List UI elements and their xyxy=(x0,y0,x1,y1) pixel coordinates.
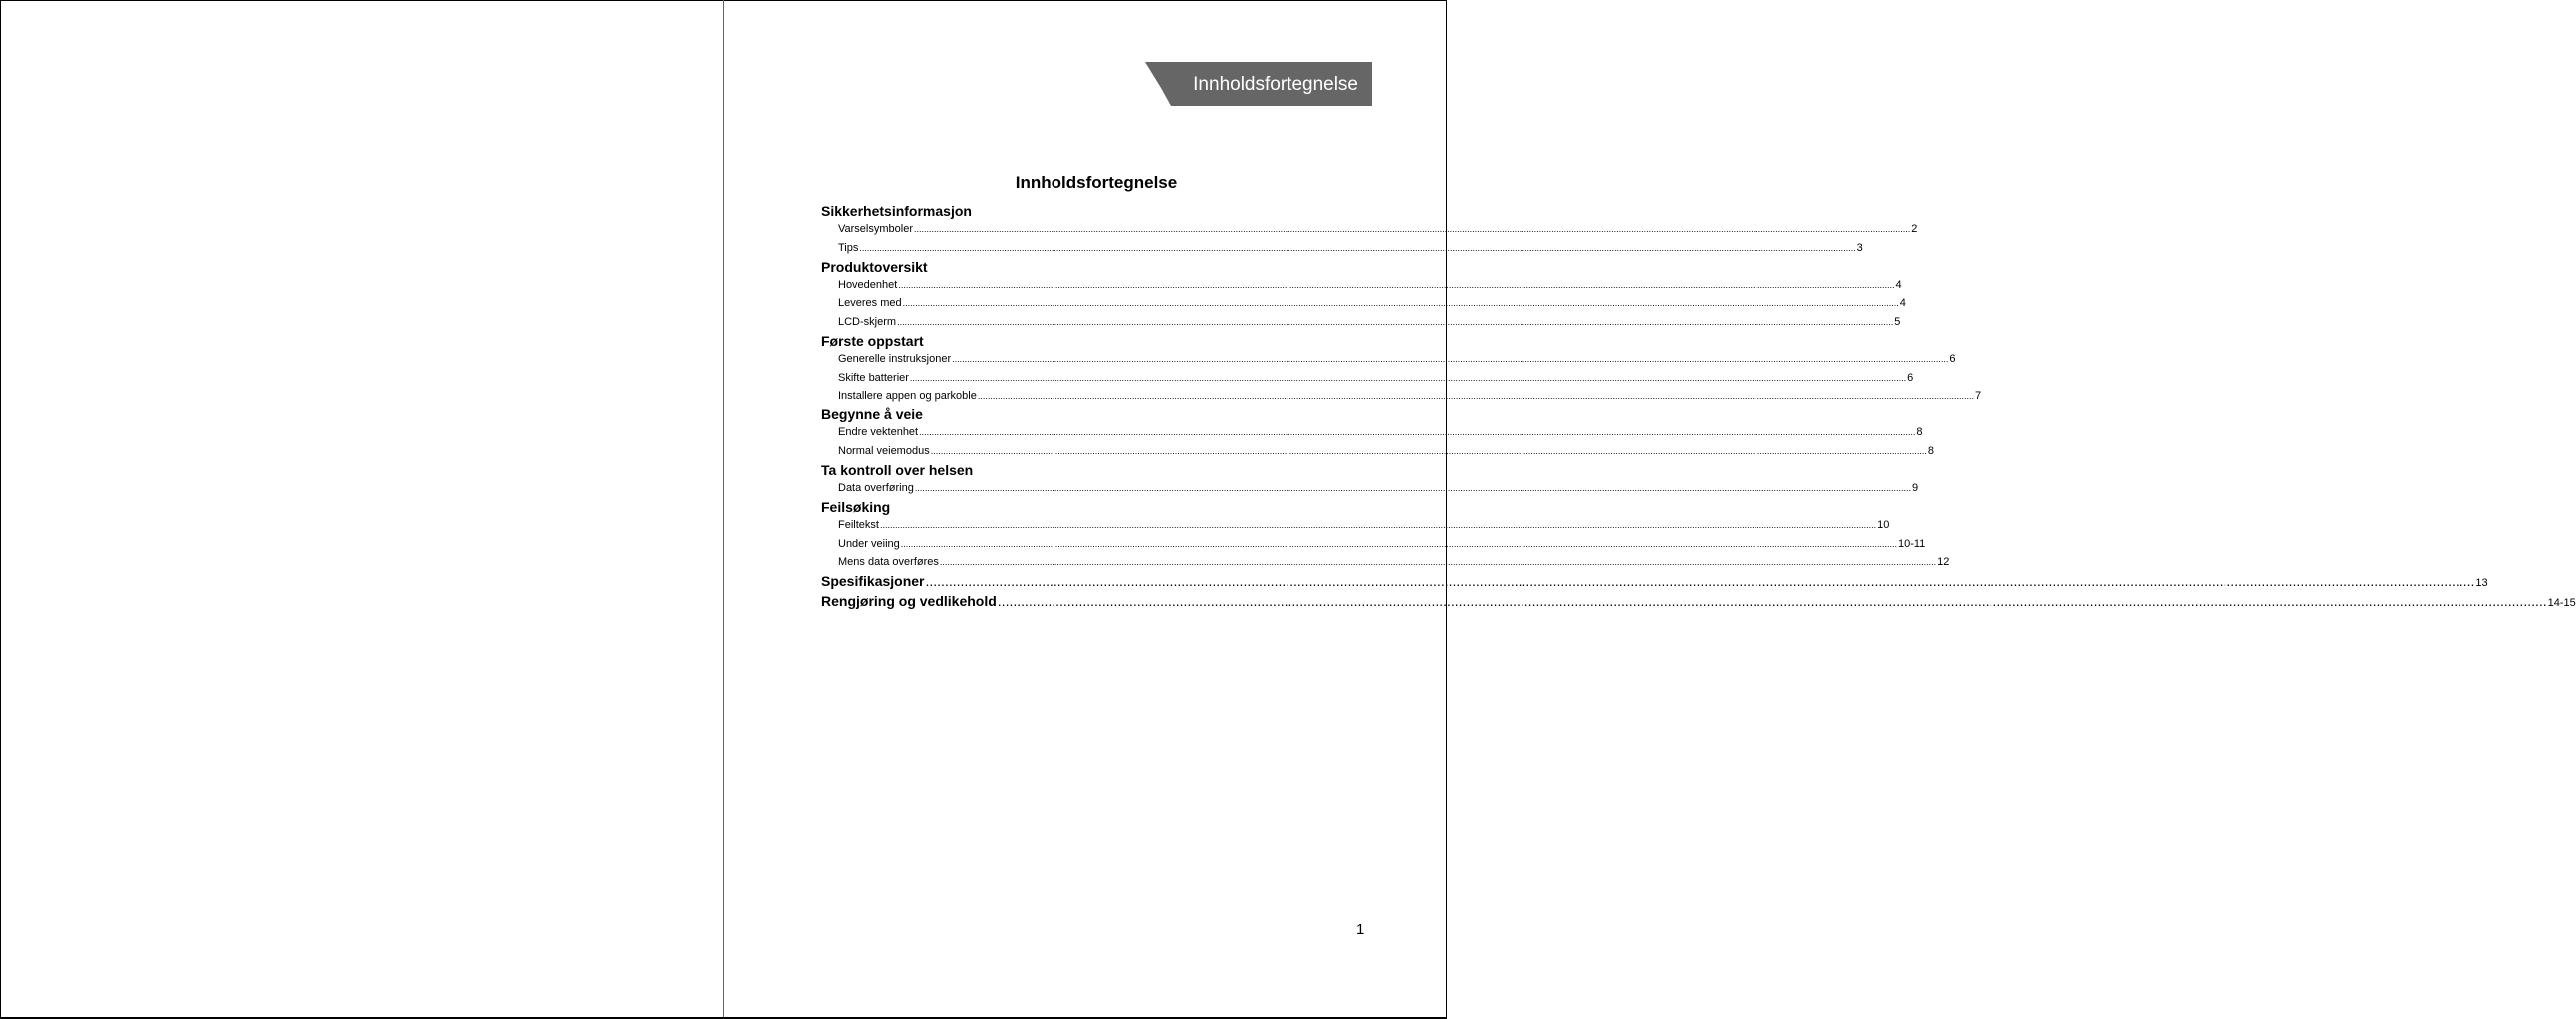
toc-entry-title: Normal veiemodus xyxy=(838,445,930,458)
toc-top-entry-page: 14-15 xyxy=(2547,596,2576,609)
toc-entry xyxy=(821,276,1902,295)
toc-entry-page: 2 xyxy=(1911,223,1918,235)
toc-dot-leader: ................................................................................................................................................................................................................................................................................................................................................................................................................ xyxy=(925,573,2475,590)
toc-dot-leader: ................................................................................................................................................................................................................................................................................................................................................................................................................ xyxy=(902,298,1899,309)
toc-dot-leader: ................................................................................................................................................................................................................................................................................................................................................................................................................ xyxy=(909,372,1907,382)
toc-entry-title: Endre vektenhet xyxy=(838,426,919,439)
table-of-contents xyxy=(821,202,2576,611)
toc-entry xyxy=(821,239,1863,258)
toc-dot-leader: ................................................................................................................................................................................................................................................................................................................................................................................................................ xyxy=(900,538,1897,549)
toc-dot-leader: ................................................................................................................................................................................................................................................................................................................................................................................................................ xyxy=(930,446,1927,457)
header-tab xyxy=(1145,62,1372,106)
toc-entry-title: Varselsymboler xyxy=(838,223,913,235)
toc-dot-leader: ................................................................................................................................................................................................................................................................................................................................................................................................................ xyxy=(914,482,1912,493)
toc-entry-title: Feiltekst xyxy=(838,518,879,531)
toc-title: Innholdsfortegnelse xyxy=(1015,173,1178,192)
toc-entry xyxy=(821,535,1926,554)
toc-dot-leader: ................................................................................................................................................................................................................................................................................................................................................................................................................ xyxy=(997,592,2547,609)
toc-dot-leader: ................................................................................................................................................................................................................................................................................................................................................................................................................ xyxy=(977,390,1975,401)
toc-entry-title: Data overføring xyxy=(838,481,914,494)
toc-entry xyxy=(821,313,1901,332)
toc-entry-title: Installere appen og parkoble xyxy=(838,389,977,402)
toc-dot-leader: ................................................................................................................................................................................................................................................................................................................................................................................................................ xyxy=(952,353,1949,364)
toc-entry-title: Tips xyxy=(838,241,859,254)
header-tab-label: Innholdsfortegnelse xyxy=(1193,74,1358,95)
toc-top-entry-title: Spesifikasjoner xyxy=(821,573,925,590)
toc-entry xyxy=(821,516,1890,535)
toc-section-heading: Sikkerhetsinformasjon xyxy=(821,203,972,219)
toc-entry xyxy=(821,369,1914,387)
toc-entry xyxy=(821,350,1956,369)
toc-entry-page: 4 xyxy=(1899,297,1906,310)
toc-entry-page: 10-11 xyxy=(1897,537,1926,550)
left-page-blank xyxy=(1,1,723,1016)
toc-dot-leader: ................................................................................................................................................................................................................................................................................................................................................................................................................ xyxy=(898,279,1895,290)
toc-dot-leader: ................................................................................................................................................................................................................................................................................................................................................................................................................ xyxy=(859,242,1856,253)
toc-entry xyxy=(821,553,1950,572)
toc-entry xyxy=(821,220,1918,239)
toc-section-heading: Produktoversikt xyxy=(821,258,928,275)
toc-entry-page: 7 xyxy=(1975,389,1982,402)
toc-entry xyxy=(821,387,1982,406)
toc-dot-leader: ................................................................................................................................................................................................................................................................................................................................................................................................................ xyxy=(897,317,1894,328)
toc-top-entry-page: 13 xyxy=(2475,577,2488,590)
toc-dot-leader: ................................................................................................................................................................................................................................................................................................................................................................................................................ xyxy=(919,427,1916,438)
toc-entry-page: 9 xyxy=(1912,481,1919,494)
toc-section-heading: Begynne å veie xyxy=(821,406,923,423)
toc-entry xyxy=(821,479,1919,498)
toc-entry-page: 8 xyxy=(1916,426,1923,439)
toc-entry-page: 6 xyxy=(1907,371,1914,383)
toc-entry-title: Mens data overføres xyxy=(838,556,939,569)
toc-entry-page: 3 xyxy=(1856,241,1863,254)
toc-entry xyxy=(821,423,1923,442)
toc-dot-leader: ................................................................................................................................................................................................................................................................................................................................................................................................................ xyxy=(939,557,1937,568)
toc-entry-title: Skifte batterier xyxy=(838,371,909,383)
toc-section-heading: Ta kontroll over helsen xyxy=(821,461,974,478)
toc-entry-title: LCD-skjerm xyxy=(838,316,897,329)
toc-entry-page: 4 xyxy=(1895,278,1902,291)
toc-entry-title: Under veiing xyxy=(838,537,900,550)
toc-entry-title: Generelle instruksjoner xyxy=(838,352,952,365)
toc-entry-page: 5 xyxy=(1894,316,1901,329)
toc-entry-page: 8 xyxy=(1927,445,1935,458)
toc-entry-page: 10 xyxy=(1877,518,1890,531)
toc-entry-title: Hovedenhet xyxy=(838,278,898,291)
toc-entry-title: Leveres med xyxy=(838,297,902,310)
toc-dot-leader: ................................................................................................................................................................................................................................................................................................................................................................................................................ xyxy=(914,224,1911,234)
toc-entry-page: 12 xyxy=(1937,556,1950,569)
toc-top-entry xyxy=(821,572,2488,592)
toc-dot-leader: ................................................................................................................................................................................................................................................................................................................................................................................................................ xyxy=(879,519,1877,530)
toc-entry xyxy=(821,442,1935,461)
toc-section-heading: Feilsøking xyxy=(821,498,891,515)
toc-entry-page: 6 xyxy=(1949,352,1956,365)
toc-entry xyxy=(821,294,1906,313)
toc-top-entry xyxy=(821,592,2576,612)
toc-top-entry-title: Rengjøring og vedlikehold xyxy=(821,592,997,609)
toc-section-heading: Første oppstart xyxy=(821,332,924,349)
page-number: 1 xyxy=(1356,921,1365,938)
